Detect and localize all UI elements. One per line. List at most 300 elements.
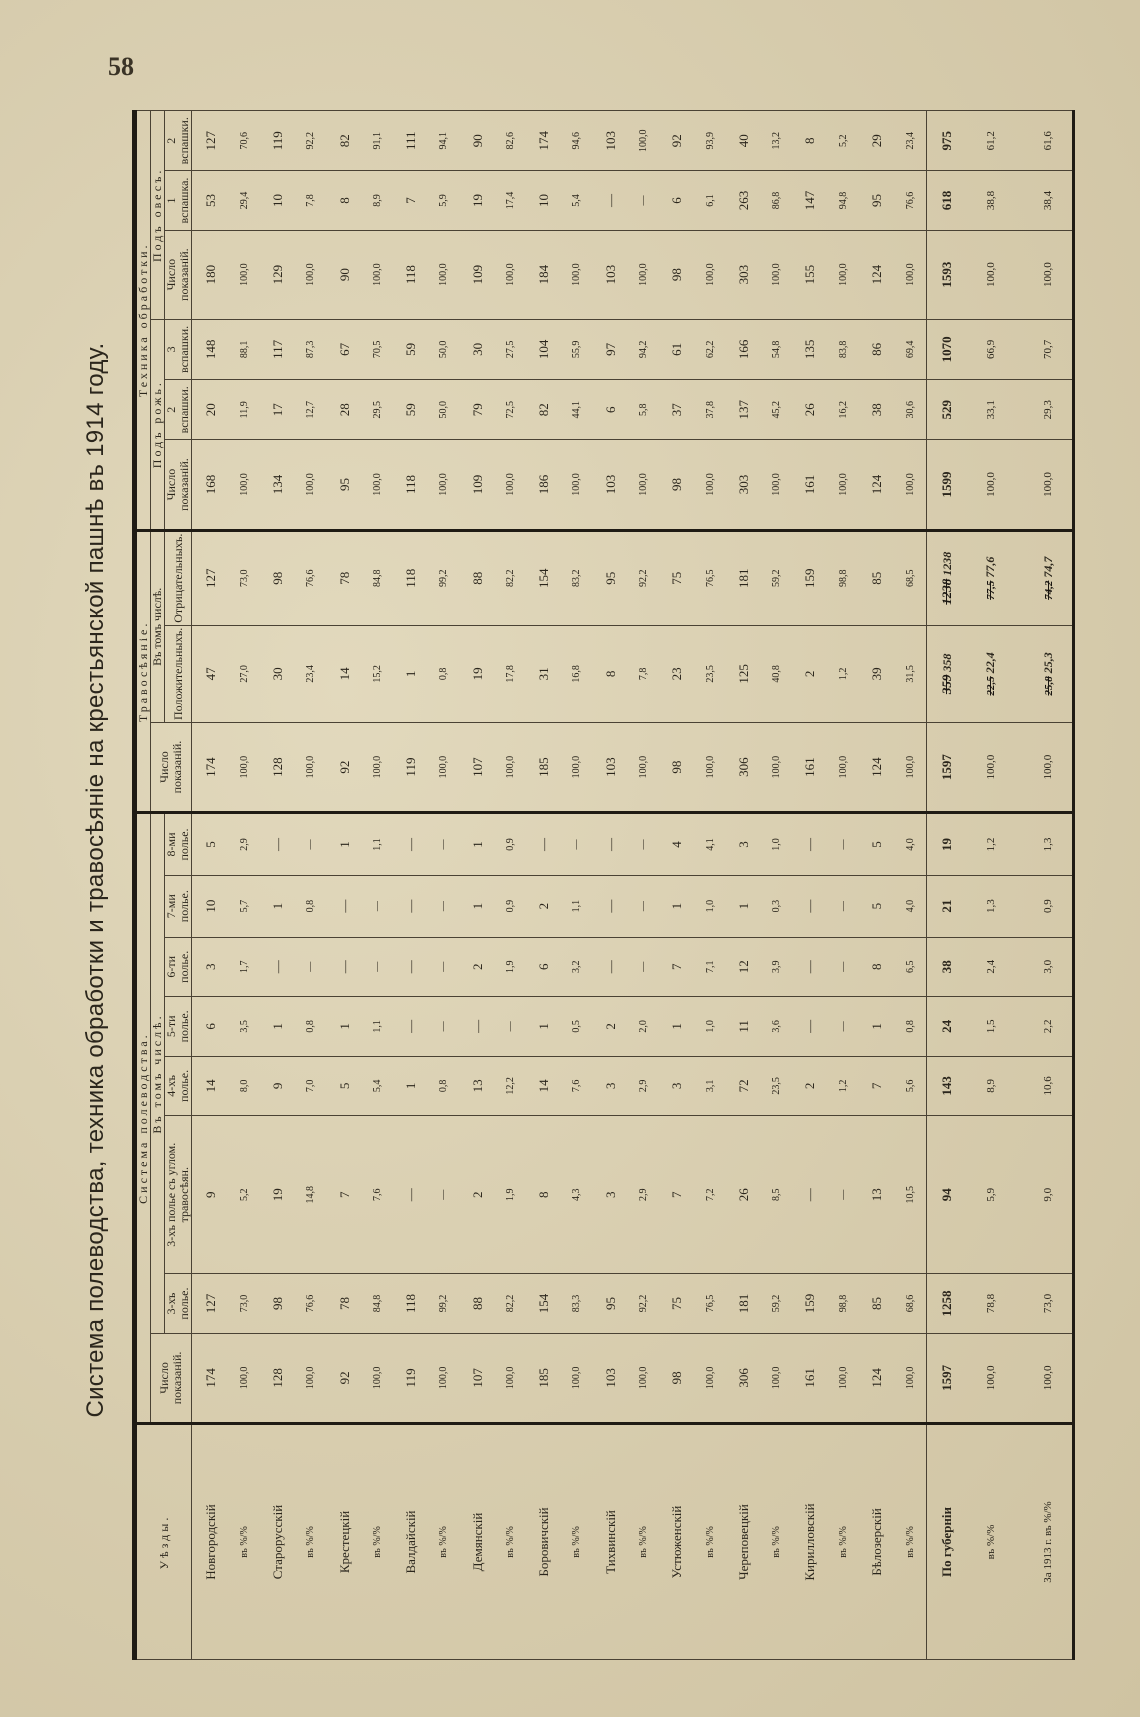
percent-cell: 0,9 (495, 875, 526, 937)
value-cell: 98 (659, 440, 695, 530)
percent-cell: 100,0 (362, 722, 393, 812)
value-cell: 5 (326, 1056, 362, 1116)
percent-cell: 100,0 (761, 1333, 792, 1423)
percent-label: въ %/% (295, 1424, 326, 1660)
value-cell: 306 (725, 722, 761, 812)
value-cell: 3 (725, 813, 761, 876)
district-name: Кирилловскій (792, 1424, 828, 1660)
value-cell: 168 (192, 440, 229, 530)
percent-cell: 3,9 (761, 937, 792, 997)
percent-cell: — (628, 813, 659, 876)
value-cell: 103 (592, 440, 628, 530)
summary-value: 33,1 (984, 400, 997, 420)
percent-cell: 93,9 (695, 111, 726, 171)
table-row (459, 111, 495, 1660)
percent-cell: 100,0 (894, 230, 926, 319)
percent-cell: 84,8 (362, 1274, 393, 1334)
value-cell: 67 (326, 319, 362, 379)
value-cell: 8 (326, 171, 362, 230)
summary-cell (1022, 937, 1072, 997)
district-name: Бѣлозерскій (858, 1424, 894, 1660)
summary-value: 1597 (939, 1364, 955, 1391)
percent-cell: 5,2 (828, 111, 859, 171)
header-rye-plow2: 2 вспашки. (165, 380, 192, 440)
percent-cell: 2,9 (628, 1056, 659, 1116)
value-cell: 26 (725, 1116, 761, 1274)
value-cell: 117 (259, 319, 295, 379)
percent-cell: 100,0 (362, 440, 393, 530)
percent-cell: 94,2 (628, 319, 659, 379)
value-cell: 159 (792, 1274, 828, 1334)
table-row-percent (429, 111, 460, 1660)
table-row-percent (628, 111, 659, 1660)
value-cell: — (459, 997, 495, 1057)
value-cell: 17 (259, 380, 295, 440)
percent-cell: 84,8 (362, 530, 393, 625)
summary-cell (967, 875, 1022, 937)
summary-value: 73,0 (1042, 1293, 1055, 1314)
value-cell: — (393, 937, 429, 997)
percent-cell: 45,2 (761, 380, 792, 440)
percent-cell: 76,5 (695, 1274, 726, 1334)
value-cell: 107 (459, 1333, 495, 1423)
value-cell: 129 (259, 230, 295, 319)
percent-cell: 1,9 (495, 1116, 526, 1274)
page-number: 58 (108, 52, 134, 81)
percent-cell: 100,0 (429, 1333, 460, 1423)
percent-cell: 14,8 (295, 1116, 326, 1274)
summary-cell (926, 997, 966, 1057)
summary-value: 100,0 (1042, 1365, 1055, 1391)
summary-value: 29,3 (1042, 400, 1055, 420)
value-cell: 23 (659, 625, 695, 722)
summary-cell (1022, 440, 1072, 530)
value-cell: — (592, 937, 628, 997)
value-cell: 79 (459, 380, 495, 440)
value-cell: 103 (592, 111, 628, 171)
percent-cell: 94,1 (429, 111, 460, 171)
percent-cell: 100,0 (695, 1333, 726, 1423)
value-cell: 59 (393, 319, 429, 379)
value-cell: 1 (326, 997, 362, 1057)
summary-value: 100,0 (984, 262, 997, 287)
percent-cell: 100,0 (295, 230, 326, 319)
summary-cell (967, 440, 1022, 530)
table-row-percent (229, 111, 260, 1660)
header-f3: 3-хъ полье. (165, 1274, 192, 1334)
value-cell: 127 (192, 530, 229, 625)
value-cell: — (393, 813, 429, 876)
value-cell: 19 (459, 625, 495, 722)
district-name: Демянскій (459, 1424, 495, 1660)
value-cell: 1 (526, 997, 562, 1057)
header-f6: 6-ти полье. (165, 937, 192, 997)
value-cell: 31 (526, 625, 562, 722)
value-cell: 111 (393, 111, 429, 171)
value-cell: 7 (326, 1116, 362, 1274)
percent-cell: 100,0 (828, 230, 859, 319)
percent-cell: — (429, 875, 460, 937)
percent-cell: 0,8 (429, 1056, 460, 1116)
summary-cell (967, 1274, 1022, 1334)
percent-cell: 7,0 (295, 1056, 326, 1116)
value-cell: 166 (725, 319, 761, 379)
percent-cell: — (295, 937, 326, 997)
value-cell: — (526, 813, 562, 876)
summary-value: 5,9 (984, 1187, 997, 1202)
value-cell: 118 (393, 1274, 429, 1334)
summary-cell (1022, 171, 1072, 230)
value-cell: 2 (526, 875, 562, 937)
value-cell: 8 (858, 937, 894, 997)
table-row-percent (362, 111, 393, 1660)
percent-cell: 100,0 (761, 722, 792, 812)
summary-value: 61,6 (1042, 131, 1055, 151)
value-cell: 9 (192, 1116, 229, 1274)
value-cell: — (393, 997, 429, 1057)
header-oats: Подъ овесъ. (151, 111, 165, 320)
value-cell: 75 (659, 530, 695, 625)
summary-cell (926, 1056, 966, 1116)
value-cell: 148 (192, 319, 229, 379)
value-cell: 103 (592, 722, 628, 812)
header-rye: Подъ рожь. (151, 319, 165, 530)
summary-value: 100,0 (1042, 472, 1055, 497)
summary-value: 38,4 (1042, 190, 1055, 211)
value-cell: 72 (725, 1056, 761, 1116)
table-row (393, 111, 429, 1660)
value-cell: 10 (192, 875, 229, 937)
percent-cell: 7,6 (362, 1116, 393, 1274)
summary-cell (926, 1274, 966, 1334)
summary-cell (967, 1333, 1022, 1423)
value-cell: 174 (192, 1333, 229, 1423)
value-cell: 134 (259, 440, 295, 530)
percent-cell: 59,2 (761, 1274, 792, 1334)
summary-value: 2,4 (984, 959, 997, 974)
value-cell: — (259, 813, 295, 876)
percent-cell: 76,6 (894, 171, 926, 230)
value-cell: 7 (393, 171, 429, 230)
percent-cell: — (429, 813, 460, 876)
percent-cell: 92,2 (295, 111, 326, 171)
percent-cell: 100,0 (495, 230, 526, 319)
percent-cell: 3,5 (229, 997, 260, 1057)
summary-value: 38 (939, 960, 955, 974)
value-cell: 2 (792, 1056, 828, 1116)
summary-value: 100,0 (984, 1365, 997, 1391)
value-cell: 5 (858, 813, 894, 876)
value-cell: 29 (858, 111, 894, 171)
percent-cell: 100,0 (695, 722, 726, 812)
table-row (326, 111, 362, 1660)
value-cell: — (326, 937, 362, 997)
value-cell: 103 (592, 230, 628, 319)
percent-cell: 3,6 (761, 997, 792, 1057)
value-cell: 137 (725, 380, 761, 440)
summary-cell (967, 1056, 1022, 1116)
summary-value: 1070 (939, 336, 955, 363)
percent-cell: — (429, 1116, 460, 1274)
handwritten-correction: 22,4 (983, 652, 998, 674)
value-cell: 107 (459, 722, 495, 812)
percent-cell: 94,8 (828, 171, 859, 230)
summary-value: 1,3 (984, 899, 997, 914)
percent-cell: 100,0 (495, 440, 526, 530)
table-row-percent (828, 111, 859, 1660)
previous-year-row (1022, 111, 1072, 1660)
value-cell: 39 (858, 625, 894, 722)
value-cell: — (592, 171, 628, 230)
percent-cell: 4,3 (562, 1116, 593, 1274)
rotated-content (82, 100, 1092, 1660)
value-cell: 37 (659, 380, 695, 440)
percent-cell: 69,4 (894, 319, 926, 379)
percent-cell: 76,5 (695, 530, 726, 625)
value-cell: 98 (259, 530, 295, 625)
table-row (526, 111, 562, 1660)
summary-cell (1022, 230, 1072, 319)
percent-cell: 27,0 (229, 625, 260, 722)
percent-cell: 82,6 (495, 111, 526, 171)
summary-cell (967, 937, 1022, 997)
percent-cell: 100,0 (429, 722, 460, 812)
percent-cell: — (828, 1116, 859, 1274)
percent-cell: 100,0 (894, 722, 926, 812)
value-cell: 174 (526, 111, 562, 171)
value-cell: 1 (725, 875, 761, 937)
value-cell: 59 (393, 380, 429, 440)
percent-label: въ %/% (695, 1424, 726, 1660)
value-cell: 3 (659, 1056, 695, 1116)
value-cell: 1 (326, 813, 362, 876)
value-cell: 28 (326, 380, 362, 440)
percent-label: въ %/% (495, 1424, 526, 1660)
summary-value: 74,2 (1042, 580, 1055, 600)
statistics-table-container (132, 110, 1075, 1660)
table-row-percent (695, 111, 726, 1660)
percent-cell: — (495, 997, 526, 1057)
value-cell: 119 (259, 111, 295, 171)
value-cell: 47 (192, 625, 229, 722)
percent-cell: 94,6 (562, 111, 593, 171)
summary-cell (926, 1333, 966, 1423)
statistics-table (137, 110, 1072, 1660)
percent-label: въ %/% (761, 1424, 792, 1660)
summary-value: 19 (939, 837, 955, 851)
header-oats-plow1: 1 вспашка. (165, 171, 192, 230)
table-row (792, 111, 828, 1660)
percent-label: въ %/% (562, 1424, 593, 1660)
percent-cell: 30,6 (894, 380, 926, 440)
percent-cell: 100,0 (695, 440, 726, 530)
value-cell: 95 (326, 440, 362, 530)
value-cell: 3 (592, 1116, 628, 1274)
summary-value: 61,2 (984, 131, 997, 151)
handwritten-correction: 25,3 (1040, 652, 1055, 674)
percent-cell: 100,0 (562, 722, 593, 812)
percent-cell: 29,5 (362, 380, 393, 440)
value-cell: 103 (592, 1333, 628, 1423)
value-cell: 7 (659, 937, 695, 997)
table-row-percent (295, 111, 326, 1660)
percent-cell: 100,0 (295, 722, 326, 812)
summary-value: 24 (939, 1019, 955, 1033)
value-cell: 4 (659, 813, 695, 876)
header-f8: 8-ми полье. (165, 813, 192, 876)
value-cell: — (792, 997, 828, 1057)
value-cell: 1 (459, 813, 495, 876)
percent-cell: — (429, 997, 460, 1057)
summary-value: 8,9 (984, 1079, 997, 1093)
percent-cell: 92,2 (628, 1274, 659, 1334)
summary-label: въ %/% (967, 1424, 1022, 1660)
value-cell: 12 (725, 937, 761, 997)
value-cell: 92 (659, 111, 695, 171)
percent-label: въ %/% (429, 1424, 460, 1660)
percent-cell: 3,1 (695, 1056, 726, 1116)
value-cell: 26 (792, 380, 828, 440)
summary-value: 9,0 (1042, 1187, 1055, 1202)
percent-cell: 76,6 (295, 530, 326, 625)
value-cell: — (259, 937, 295, 997)
percent-cell: 100,0 (495, 1333, 526, 1423)
percent-cell: 0,3 (761, 875, 792, 937)
value-cell: 124 (858, 1333, 894, 1423)
summary-cell (1022, 530, 1072, 625)
percent-cell: — (828, 937, 859, 997)
table-row-percent (894, 111, 926, 1660)
summary-value: 2,2 (1042, 1019, 1055, 1034)
value-cell: 118 (393, 530, 429, 625)
value-cell: 2 (459, 937, 495, 997)
percent-cell: 82,2 (495, 530, 526, 625)
percent-cell: 23,4 (894, 111, 926, 171)
summary-cell (967, 380, 1022, 440)
summary-value: 618 (939, 190, 955, 211)
percent-cell: 87,3 (295, 319, 326, 379)
percent-cell: 37,8 (695, 380, 726, 440)
province-total-row (926, 111, 966, 1660)
table-row-percent (761, 111, 792, 1660)
percent-cell: 2,9 (229, 813, 260, 876)
value-cell: 124 (858, 230, 894, 319)
value-cell: 92 (326, 722, 362, 812)
percent-cell: 100,0 (362, 230, 393, 319)
summary-cell (967, 230, 1022, 319)
percent-cell: 100,0 (495, 722, 526, 812)
percent-cell: 100,0 (562, 440, 593, 530)
value-cell: 6 (592, 380, 628, 440)
summary-cell (967, 813, 1022, 876)
percent-cell: 23,5 (695, 625, 726, 722)
summary-value: 100,0 (1042, 754, 1055, 780)
value-cell: 8 (792, 111, 828, 171)
percent-cell: 100,0 (229, 230, 260, 319)
percent-label: въ %/% (362, 1424, 393, 1660)
percent-cell: 100,0 (229, 722, 260, 812)
percent-cell: 54,8 (761, 319, 792, 379)
value-cell: 88 (459, 1274, 495, 1334)
summary-value: 1238 (938, 578, 954, 605)
percent-cell: 100,0 (761, 230, 792, 319)
value-cell: 180 (192, 230, 229, 319)
percent-cell: 7,1 (695, 937, 726, 997)
value-cell: 8 (526, 1116, 562, 1274)
value-cell: 186 (526, 440, 562, 530)
percent-cell: 5,9 (429, 171, 460, 230)
value-cell: 119 (393, 1333, 429, 1423)
summary-value: 21 (939, 899, 955, 913)
percent-cell: — (562, 813, 593, 876)
value-cell: 1 (858, 997, 894, 1057)
summary-cell (1022, 319, 1072, 379)
table-row (725, 111, 761, 1660)
page-title: Система полеводства, техника обработки и травосѣяніе на крестьянской пашнѣ въ 1914 году. (82, 342, 109, 1418)
percent-cell: 100,0 (562, 230, 593, 319)
percent-cell: 100,0 (429, 440, 460, 530)
summary-cell (967, 530, 1022, 625)
value-cell: 9 (259, 1056, 295, 1116)
percent-cell: 100,0 (894, 440, 926, 530)
percent-cell: — (828, 997, 859, 1057)
table-row (858, 111, 894, 1660)
percent-cell: 4,0 (894, 813, 926, 876)
percent-cell: 1,7 (229, 937, 260, 997)
value-cell: 154 (526, 530, 562, 625)
percent-cell: 100,0 (761, 440, 792, 530)
summary-value: 1,3 (1042, 837, 1055, 852)
summary-cell (967, 625, 1022, 722)
percent-cell: 100,0 (828, 722, 859, 812)
percent-cell: 59,2 (761, 530, 792, 625)
value-cell: 30 (259, 625, 295, 722)
percent-cell: 4,1 (695, 813, 726, 876)
summary-cell (1022, 1116, 1072, 1274)
value-cell: 53 (192, 171, 229, 230)
percent-cell: 83,3 (562, 1274, 593, 1334)
district-name: Тихвинскій (592, 1424, 628, 1660)
percent-cell: 73,0 (229, 1274, 260, 1334)
value-cell: — (592, 813, 628, 876)
percent-cell: 0,8 (295, 997, 326, 1057)
value-cell: 185 (526, 1333, 562, 1423)
district-name: Новгородскій (192, 1424, 229, 1660)
value-cell: 2 (459, 1116, 495, 1274)
header-oats-plow2: 2 вспашки. (165, 111, 192, 171)
summary-value: 143 (939, 1076, 955, 1096)
percent-cell: 23,5 (761, 1056, 792, 1116)
summary-cell (1022, 1274, 1072, 1334)
value-cell: 6 (192, 997, 229, 1057)
summary-value: 1,2 (984, 837, 997, 852)
header-oats-count: Число показаній. (165, 230, 192, 319)
summary-cell (1022, 111, 1072, 171)
summary-cell (1022, 1333, 1072, 1423)
summary-cell (967, 722, 1022, 812)
value-cell: 119 (393, 722, 429, 812)
header-system-in-that-number: Въ томъ числѣ. (151, 813, 165, 1334)
percent-cell: 5,6 (894, 1056, 926, 1116)
summary-cell (926, 380, 966, 440)
percent-cell: 0,9 (495, 813, 526, 876)
percent-cell: — (828, 875, 859, 937)
summary-value: 1,5 (984, 1019, 997, 1034)
percent-cell: 0,8 (894, 997, 926, 1057)
value-cell: 95 (592, 1274, 628, 1334)
value-cell: 109 (459, 230, 495, 319)
summary-cell (1022, 722, 1072, 812)
